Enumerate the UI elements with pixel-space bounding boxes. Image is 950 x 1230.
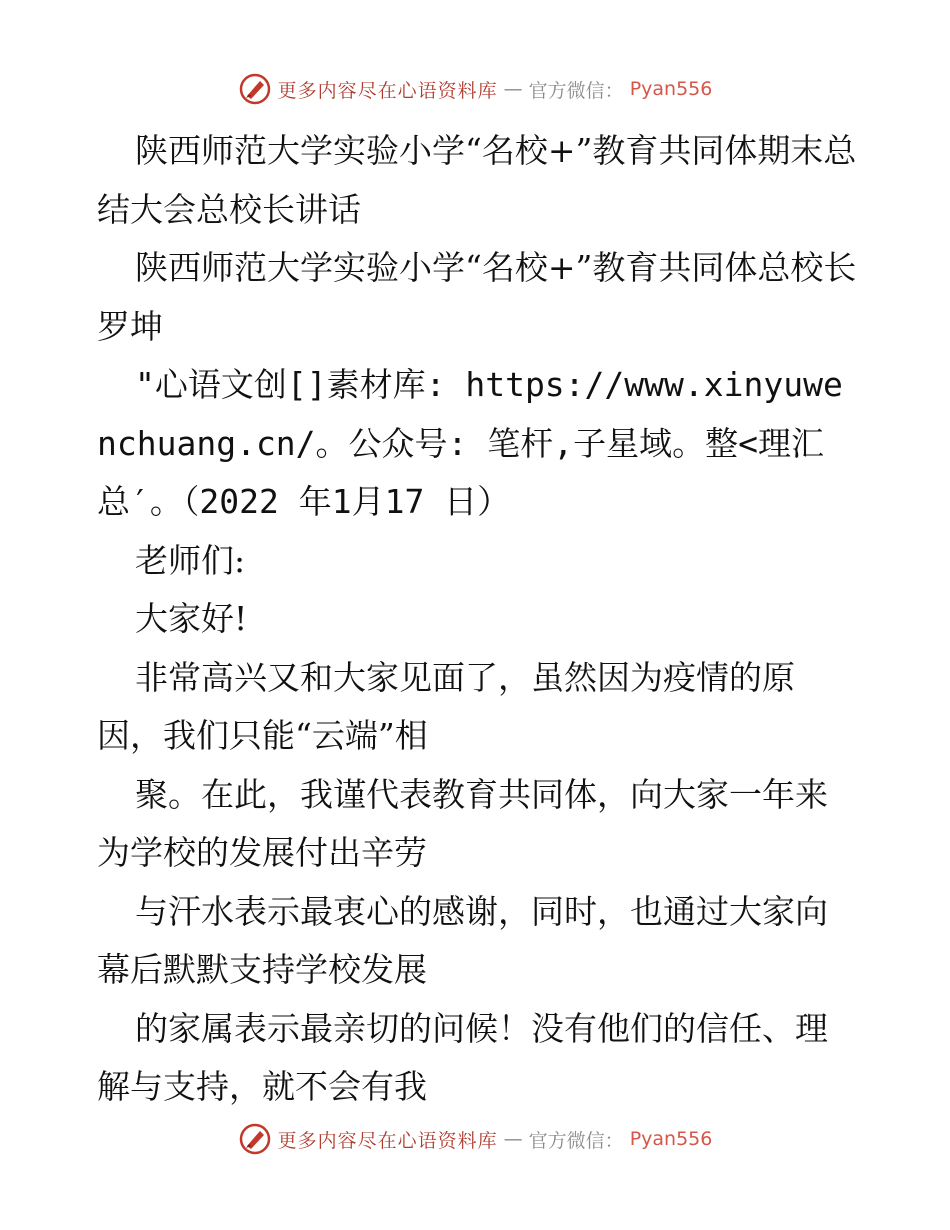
banner-dash: — — [503, 78, 523, 100]
document-body — [97, 122, 867, 1117]
banner-official-label: 官方微信： — [528, 79, 624, 102]
footer-banner — [0, 1122, 950, 1156]
document-byline: 陕西师范大学实验小学“名校+”教育共同体总校长 罗坤 — [97, 248, 867, 346]
banner-official-label: 官方微信： — [528, 1129, 624, 1152]
xinyu-logo-icon — [238, 1122, 272, 1156]
source-note: "心语文创[]素材库: https://www.xinyuwenchuang.cn/。公众号: 笔杆,子星域。整<理汇总′。（2022 年1月17 日） — [97, 365, 843, 521]
banner-brand-text: 更多内容尽在心语资料库 — [277, 1129, 498, 1152]
xinyu-logo-icon — [238, 72, 272, 106]
paragraph-3: 与汗水表示最衷心的感谢，同时，也通过大家向幕后默默支持学校发展 — [97, 891, 828, 989]
greeting: 老师们: — [135, 540, 246, 580]
banner-wechat-id: Pyan556 — [629, 1128, 713, 1150]
paragraph-2: 聚。在此，我谨代表教育共同体，向大家一年来为学校的发展付出辛劳 — [97, 774, 828, 872]
hello: 大家好! — [135, 599, 248, 638]
banner-wechat-id: Pyan556 — [629, 78, 713, 100]
document-title: 陕西师范大学实验小学“名校+”教育共同体期末总结大会总校长讲话 — [97, 131, 857, 229]
header-banner — [0, 72, 950, 106]
banner-brand-text: 更多内容尽在心语资料库 — [277, 79, 498, 102]
banner-dash: — — [503, 1128, 523, 1150]
paragraph-1: 非常高兴又和大家见面了，虽然因为疫情的原因，我们只能“云端”相 — [97, 657, 795, 755]
paragraph-4: 的家属表示最亲切的问候！没有他们的信任、理解与支持，就不会有我 — [97, 1008, 828, 1106]
